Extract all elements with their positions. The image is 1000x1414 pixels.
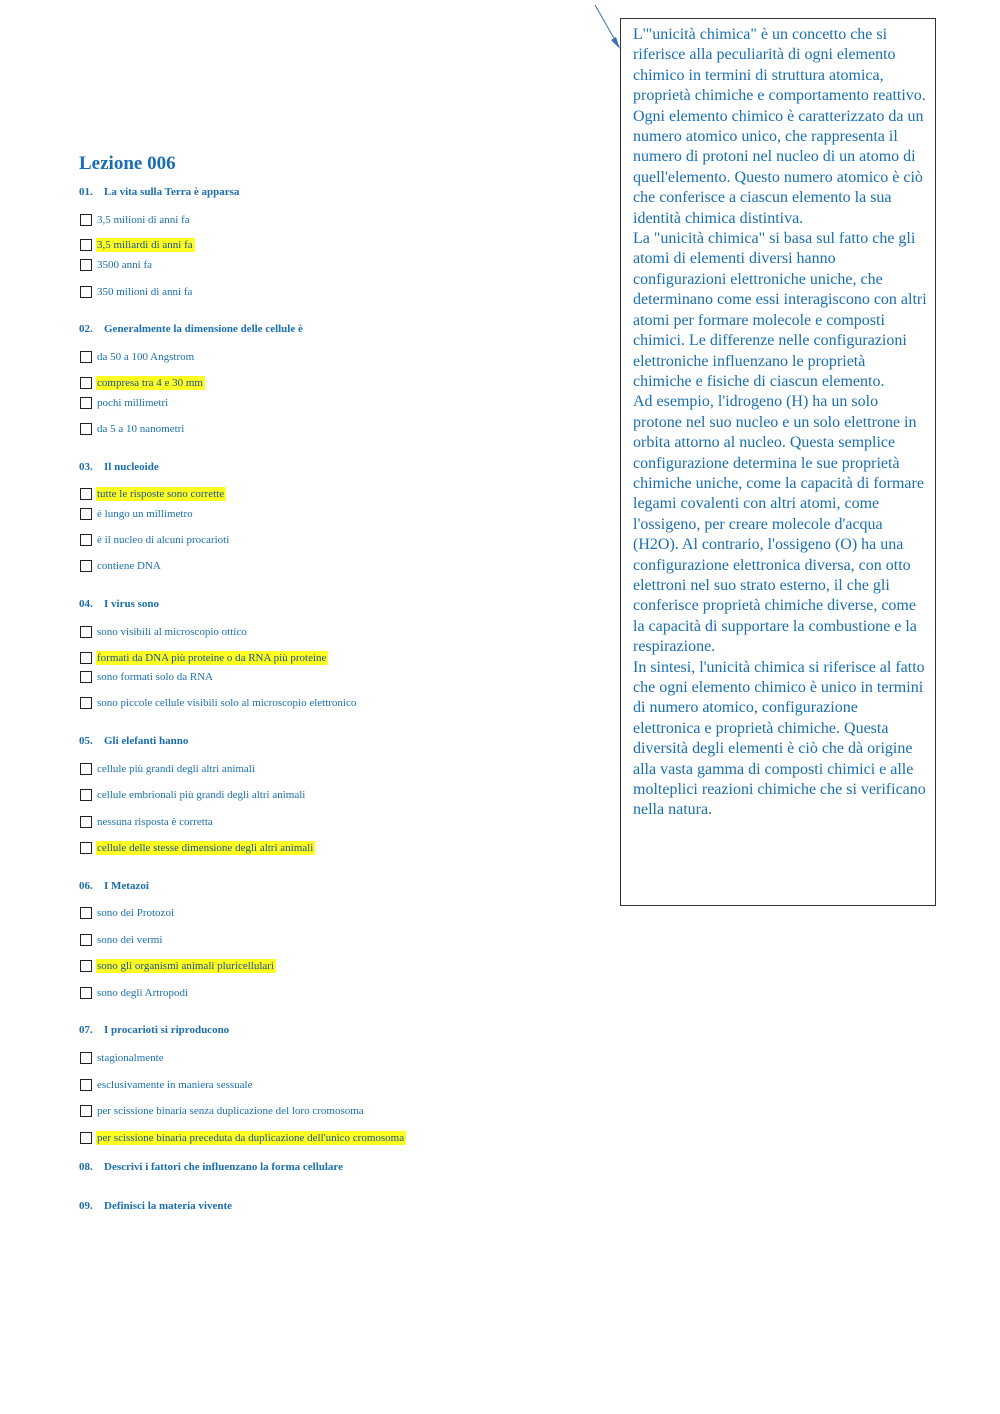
checkbox[interactable] bbox=[80, 259, 92, 271]
answer-option[interactable] bbox=[80, 695, 358, 710]
answer-option[interactable] bbox=[80, 1130, 406, 1145]
answer-text: cellule più grandi degli altri animali bbox=[97, 762, 255, 775]
answer-option[interactable] bbox=[80, 905, 176, 920]
comment-paragraph: L'"unicità chimica" è un concetto che si riferisce alla peculiarità di ogni elemento chimico in termini di struttura atomica, proprietà chimiche e comportamento reattivo. Ogni elemento chimico è caratterizzato da un numero atomico unico, che rappresenta il numero di protoni nel nucleo di un atomo di quell'elemento. Questo numero atomico è ciò che conferisce a ciascun elemento la sua identità chimica distintiva. bbox=[633, 26, 926, 227]
checkbox[interactable] bbox=[80, 560, 92, 572]
answer-option[interactable] bbox=[80, 840, 315, 855]
checkbox[interactable] bbox=[80, 508, 92, 520]
question-08 bbox=[79, 1161, 343, 1173]
comment-paragraph: In sintesi, l'unicità chimica si riferisce al fatto che ogni elemento chimico è unico in termini di numero atomico, configurazione elettronica e proprietà chimiche. Questa diversità degli elementi è ciò che dà origine alla vasta gamma di composti chimici e alle molteplici reazioni chimiche che si verificano nella natura. bbox=[633, 658, 926, 819]
question-06 bbox=[79, 880, 149, 892]
answer-option[interactable] bbox=[80, 532, 231, 547]
answer-option[interactable] bbox=[80, 1077, 254, 1092]
answer-text: sono dei vermi bbox=[97, 933, 163, 946]
answer-option[interactable] bbox=[80, 1050, 166, 1065]
answer-text-highlighted: cellule delle stesse dimensione degli altri animali bbox=[97, 841, 314, 854]
answer-text: nessuna risposta è corretta bbox=[97, 815, 213, 828]
comment-pointer-arrow bbox=[585, 0, 625, 52]
answer-text-highlighted: compresa tra 4 e 30 mm bbox=[97, 376, 203, 389]
answer-text: 3,5 milioni di anni fa bbox=[97, 213, 190, 226]
answer-option[interactable] bbox=[80, 1103, 366, 1118]
question-number: 08. bbox=[79, 1161, 93, 1173]
question-02 bbox=[79, 323, 303, 335]
answer-option[interactable] bbox=[80, 650, 328, 665]
question-number: 06. bbox=[79, 880, 93, 892]
question-number: 05. bbox=[79, 735, 93, 747]
answer-text-highlighted: formati da DNA più proteine o da RNA più proteine bbox=[97, 651, 327, 664]
answer-text: sono degli Artropodi bbox=[97, 986, 189, 999]
question-01 bbox=[79, 186, 239, 198]
answer-option[interactable] bbox=[80, 421, 186, 436]
lesson-title: Lezione 006 bbox=[79, 153, 176, 174]
answer-text: stagionalmente bbox=[97, 1051, 164, 1064]
comment-paragraph: La "unicità chimica" si basa sul fatto che gli atomi di elementi diversi hanno configurazioni elettroniche uniche, che determinano come essi interagiscono con altri atomi per formare molecole e composti chimici. Le differenze nelle configurazioni elettroniche influenzano le proprietà chimiche e fisiche di ciascun elemento. bbox=[633, 230, 927, 390]
answer-option[interactable] bbox=[80, 985, 190, 1000]
checkbox[interactable] bbox=[80, 960, 92, 972]
answer-text: è il nucleo di alcuni procarioti bbox=[97, 533, 230, 546]
answer-text-highlighted: tutte le risposte sono corrette bbox=[97, 487, 225, 500]
question-text: I Metazoi bbox=[104, 880, 149, 892]
checkbox[interactable] bbox=[80, 488, 92, 500]
checkbox[interactable] bbox=[80, 789, 92, 801]
question-07 bbox=[79, 1024, 229, 1036]
question-text: Gli elefanti hanno bbox=[104, 735, 189, 747]
checkbox[interactable] bbox=[80, 351, 92, 363]
answer-option[interactable] bbox=[80, 506, 195, 521]
checkbox[interactable] bbox=[80, 697, 92, 709]
checkbox[interactable] bbox=[80, 214, 92, 226]
answer-option[interactable] bbox=[80, 395, 170, 410]
checkbox[interactable] bbox=[80, 987, 92, 999]
question-number: 04. bbox=[79, 598, 93, 610]
question-number: 07. bbox=[79, 1024, 93, 1036]
answer-option[interactable] bbox=[80, 814, 215, 829]
answer-option[interactable] bbox=[80, 624, 249, 639]
checkbox[interactable] bbox=[80, 1132, 92, 1144]
question-number: 09. bbox=[79, 1200, 93, 1212]
answer-text: esclusivamente in maniera sessuale bbox=[97, 1078, 253, 1091]
checkbox[interactable] bbox=[80, 934, 92, 946]
answer-option[interactable] bbox=[80, 212, 192, 227]
answer-text: sono dei Protozoi bbox=[97, 906, 174, 919]
question-03 bbox=[79, 461, 159, 473]
answer-text: sono visibili al microscopio ottico bbox=[97, 625, 247, 638]
answer-text: 3500 anni fa bbox=[97, 258, 152, 271]
question-text: Descrivi i fattori che influenzano la forma cellulare bbox=[104, 1161, 343, 1173]
checkbox[interactable] bbox=[80, 423, 92, 435]
comment-box bbox=[620, 18, 936, 906]
answer-option[interactable] bbox=[80, 558, 163, 573]
question-text: I virus sono bbox=[104, 598, 160, 610]
question-text: Generalmente la dimensione delle cellule è bbox=[104, 323, 303, 335]
answer-option[interactable] bbox=[80, 787, 307, 802]
checkbox[interactable] bbox=[80, 239, 92, 251]
checkbox[interactable] bbox=[80, 1079, 92, 1091]
answer-option[interactable] bbox=[80, 257, 154, 272]
answer-text: sono formati solo da RNA bbox=[97, 670, 214, 683]
checkbox[interactable] bbox=[80, 397, 92, 409]
question-number: 01. bbox=[79, 186, 93, 198]
question-text: Definisci la materia vivente bbox=[104, 1200, 232, 1212]
checkbox[interactable] bbox=[80, 816, 92, 828]
answer-text: cellule embrionali più grandi degli altri animali bbox=[97, 788, 306, 801]
answer-text: 350 milioni di anni fa bbox=[97, 285, 193, 298]
answer-option[interactable] bbox=[80, 958, 276, 973]
answer-text-highlighted: sono gli organismi animali pluricellulari bbox=[97, 959, 274, 972]
answer-option[interactable] bbox=[80, 375, 205, 390]
answer-option[interactable] bbox=[80, 932, 164, 947]
question-05 bbox=[79, 735, 188, 747]
answer-text: per scissione binaria senza duplicazione del loro cromosoma bbox=[97, 1104, 364, 1117]
answer-text-highlighted: per scissione binaria preceduta da duplicazione dell'unico cromosoma bbox=[97, 1131, 405, 1144]
answer-option[interactable] bbox=[80, 237, 195, 252]
question-text: La vita sulla Terra è apparsa bbox=[104, 186, 240, 198]
checkbox[interactable] bbox=[80, 377, 92, 389]
answer-text: pochi millimetri bbox=[97, 396, 169, 409]
question-09 bbox=[79, 1200, 232, 1212]
answer-option[interactable] bbox=[80, 349, 196, 364]
checkbox[interactable] bbox=[80, 907, 92, 919]
comment-paragraph: Ad esempio, l'idrogeno (H) ha un solo protone nel suo nucleo e un solo elettrone in orbita attorno al nucleo. Questa semplice configurazione determina le sue proprietà chimiche uniche, come la capacità di formare legami covalenti con altri atomi, come l'ossigeno, per creare molecole d'acqua (H2O). Al contrario, l'ossigeno (O) ha una configurazione elettronica diversa, con otto elettroni nel suo strato esterno, il che gli conferisce proprietà chimiche diverse, come la capacità di supportare la combustione e la respirazione. bbox=[633, 393, 924, 656]
question-text: Il nucleoide bbox=[104, 461, 159, 473]
answer-text: da 5 a 10 nanometri bbox=[97, 422, 185, 435]
answer-text: sono piccole cellule visibili solo al microscopio elettronico bbox=[97, 696, 357, 709]
checkbox[interactable] bbox=[80, 1052, 92, 1064]
checkbox[interactable] bbox=[80, 842, 92, 854]
question-04 bbox=[79, 598, 159, 610]
question-text: I procarioti si riproducono bbox=[104, 1024, 230, 1036]
checkbox[interactable] bbox=[80, 626, 92, 638]
checkbox[interactable] bbox=[80, 671, 92, 683]
question-number: 02. bbox=[79, 323, 93, 335]
answer-text: è lungo un millimetro bbox=[97, 507, 193, 520]
checkbox[interactable] bbox=[80, 286, 92, 298]
answer-option[interactable] bbox=[80, 284, 194, 299]
answer-text: da 50 a 100 Angstrom bbox=[97, 350, 195, 363]
checkbox[interactable] bbox=[80, 763, 92, 775]
question-number: 03. bbox=[79, 461, 93, 473]
answer-text: contiene DNA bbox=[97, 559, 161, 572]
answer-text-highlighted: 3,5 miliardi di anni fa bbox=[97, 238, 193, 251]
answer-option[interactable] bbox=[80, 669, 215, 684]
checkbox[interactable] bbox=[80, 652, 92, 664]
answer-option[interactable] bbox=[80, 486, 226, 501]
checkbox[interactable] bbox=[80, 534, 92, 546]
answer-option[interactable] bbox=[80, 761, 257, 776]
checkbox[interactable] bbox=[80, 1105, 92, 1117]
